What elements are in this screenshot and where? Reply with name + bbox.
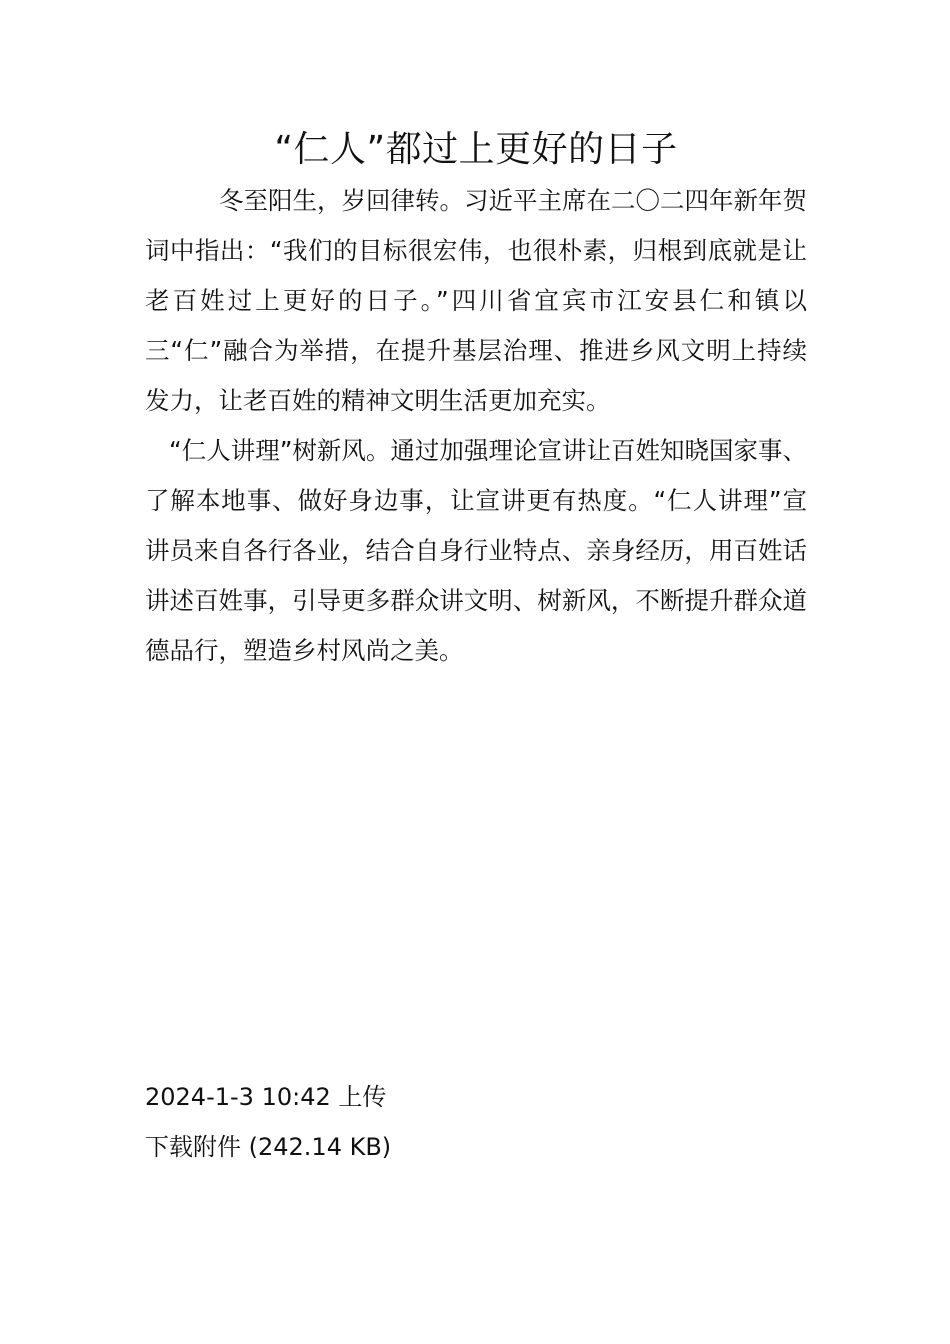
paragraph-renren-jiangli: “仁人讲理”树新风。通过加强理论宣讲让百姓知晓国家事、了解本地事、做好身边事，让宣讲更有热度。“仁人讲理”宣讲员来自各行各业，结合自身行业特点、亲身经历，用百姓话讲述百姓事，引导更多群众讲文明、树新风，不断提升群众道德品行，塑造乡村风尚之美。 [145,436,807,665]
attachment-info [145,1072,807,1172]
document-body [145,124,807,676]
download-attachment-link[interactable]: 下载附件 (242.14 KB) [145,1133,392,1161]
download-row [145,1122,807,1172]
paragraph-intro: 冬至阳生，岁回律转。习近平主席在二〇二四年新年贺词中指出：“我们的目标很宏伟，也很朴素，归根到底就是让老百姓过上更好的日子。”四川省宜宾市江安县仁和镇以三“仁”融合为举措，在提升基层治理、推进乡风文明上持续发力，让老百姓的精神文明生活更加充实。 [145,186,807,415]
document-title: “仁人”都过上更好的日子 [274,129,678,170]
upload-timestamp: 2024-1-3 10:42 上传 [145,1083,387,1111]
